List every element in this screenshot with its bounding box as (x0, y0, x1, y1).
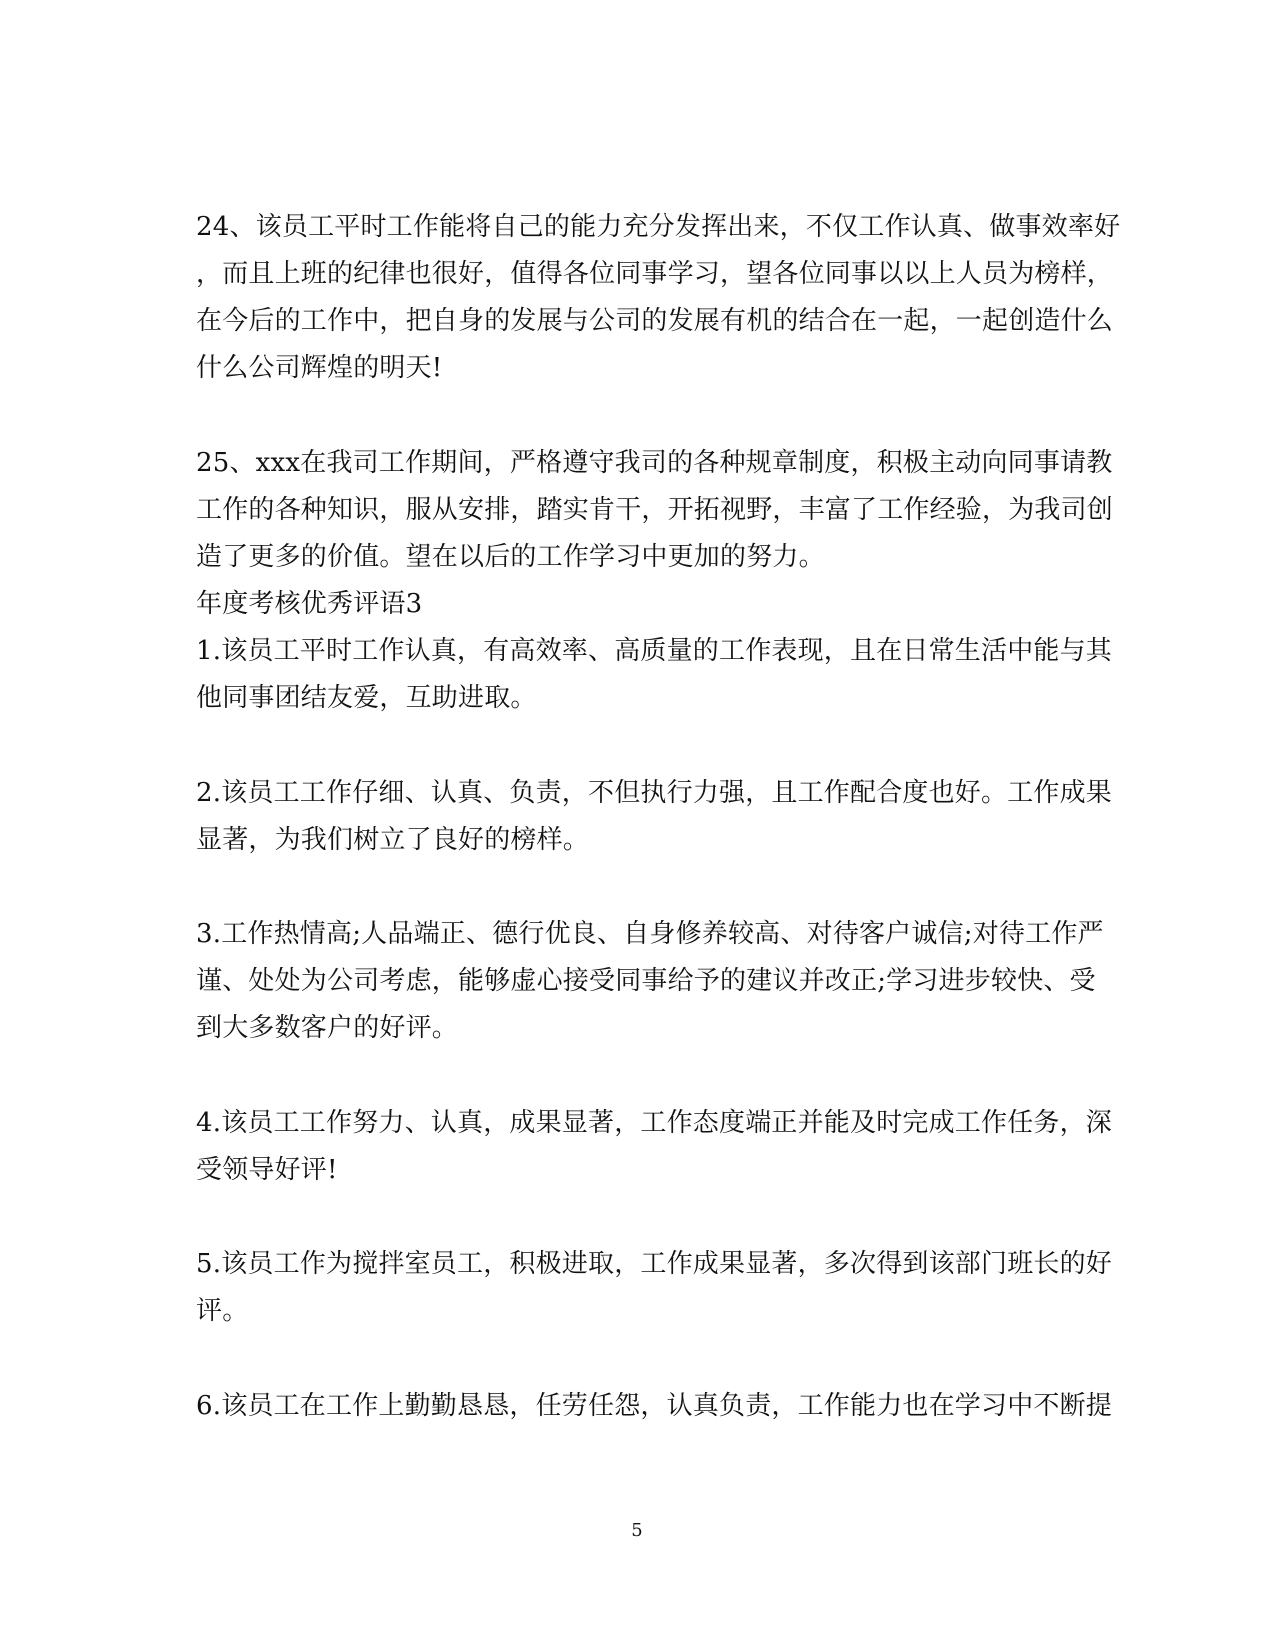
item-5-line-2: 评。 (196, 1296, 249, 1326)
item-5-line-1: 5.该员工作为搅拌室员工，积极进取，工作成果显著，多次得到该部门班长的好 (196, 1249, 1113, 1279)
item-3-line-3: 到大多数客户的好评。 (196, 1013, 459, 1043)
paragraph-24-line-4: 什么公司辉煌的明天! (196, 353, 443, 383)
section-heading: 年度考核优秀评语3 (196, 589, 423, 619)
item-2-line-2: 显著，为我们树立了良好的榜样。 (196, 825, 590, 855)
item-4-line-1: 4.该员工工作努力、认真，成果显著，工作态度端正并能及时完成工作任务，深 (196, 1108, 1113, 1138)
item-3-line-1: 3.工作热情高;人品端正、德行优良、自身修养较高、对待客户诚信;对待工作严 (196, 919, 1104, 949)
paragraph-24-line-1: 24、该员工平时工作能将自己的能力充分发挥出来，不仅工作认真、做事效率好 (196, 212, 1121, 242)
paragraph-25-line-3: 造了更多的价值。望在以后的工作学习中更加的努力。 (196, 542, 825, 572)
item-3-line-2: 谨、处处为公司考虑，能够虚心接受同事给予的建议并改正;学习进步较快、受 (196, 966, 1096, 996)
paragraph-24-line-2: ，而且上班的纪律也很好，值得各位同事学习，望各位同事以以上人员为榜样， (196, 259, 1114, 289)
paragraph-25-line-1: 25、xxx在我司工作期间，严格遵守我司的各种规章制度，积极主动向同事请教 (196, 448, 1113, 478)
item-1-line-2: 他同事团结友爱，互助进取。 (196, 683, 537, 713)
page-number: 5 (631, 1520, 643, 1541)
paragraph-25-line-2: 工作的各种知识，服从安排，踏实肯干，开拓视野，丰富了工作经验，为我司创 (196, 495, 1114, 525)
item-1-line-1: 1.该员工平时工作认真，有高效率、高质量的工作表现，且在日常生活中能与其 (196, 636, 1113, 666)
item-6-line-1: 6.该员工在工作上勤勤恳恳，任劳任怨，认真负责，工作能力也在学习中不断提 (196, 1391, 1113, 1421)
item-2-line-1: 2.该员工工作仔细、认真、负责，不但执行力强，且工作配合度也好。工作成果 (196, 778, 1113, 808)
paragraph-24-line-3: 在今后的工作中，把自身的发展与公司的发展有机的结合在一起，一起创造什么 (196, 306, 1114, 336)
item-4-line-2: 受领导好评! (196, 1155, 338, 1185)
